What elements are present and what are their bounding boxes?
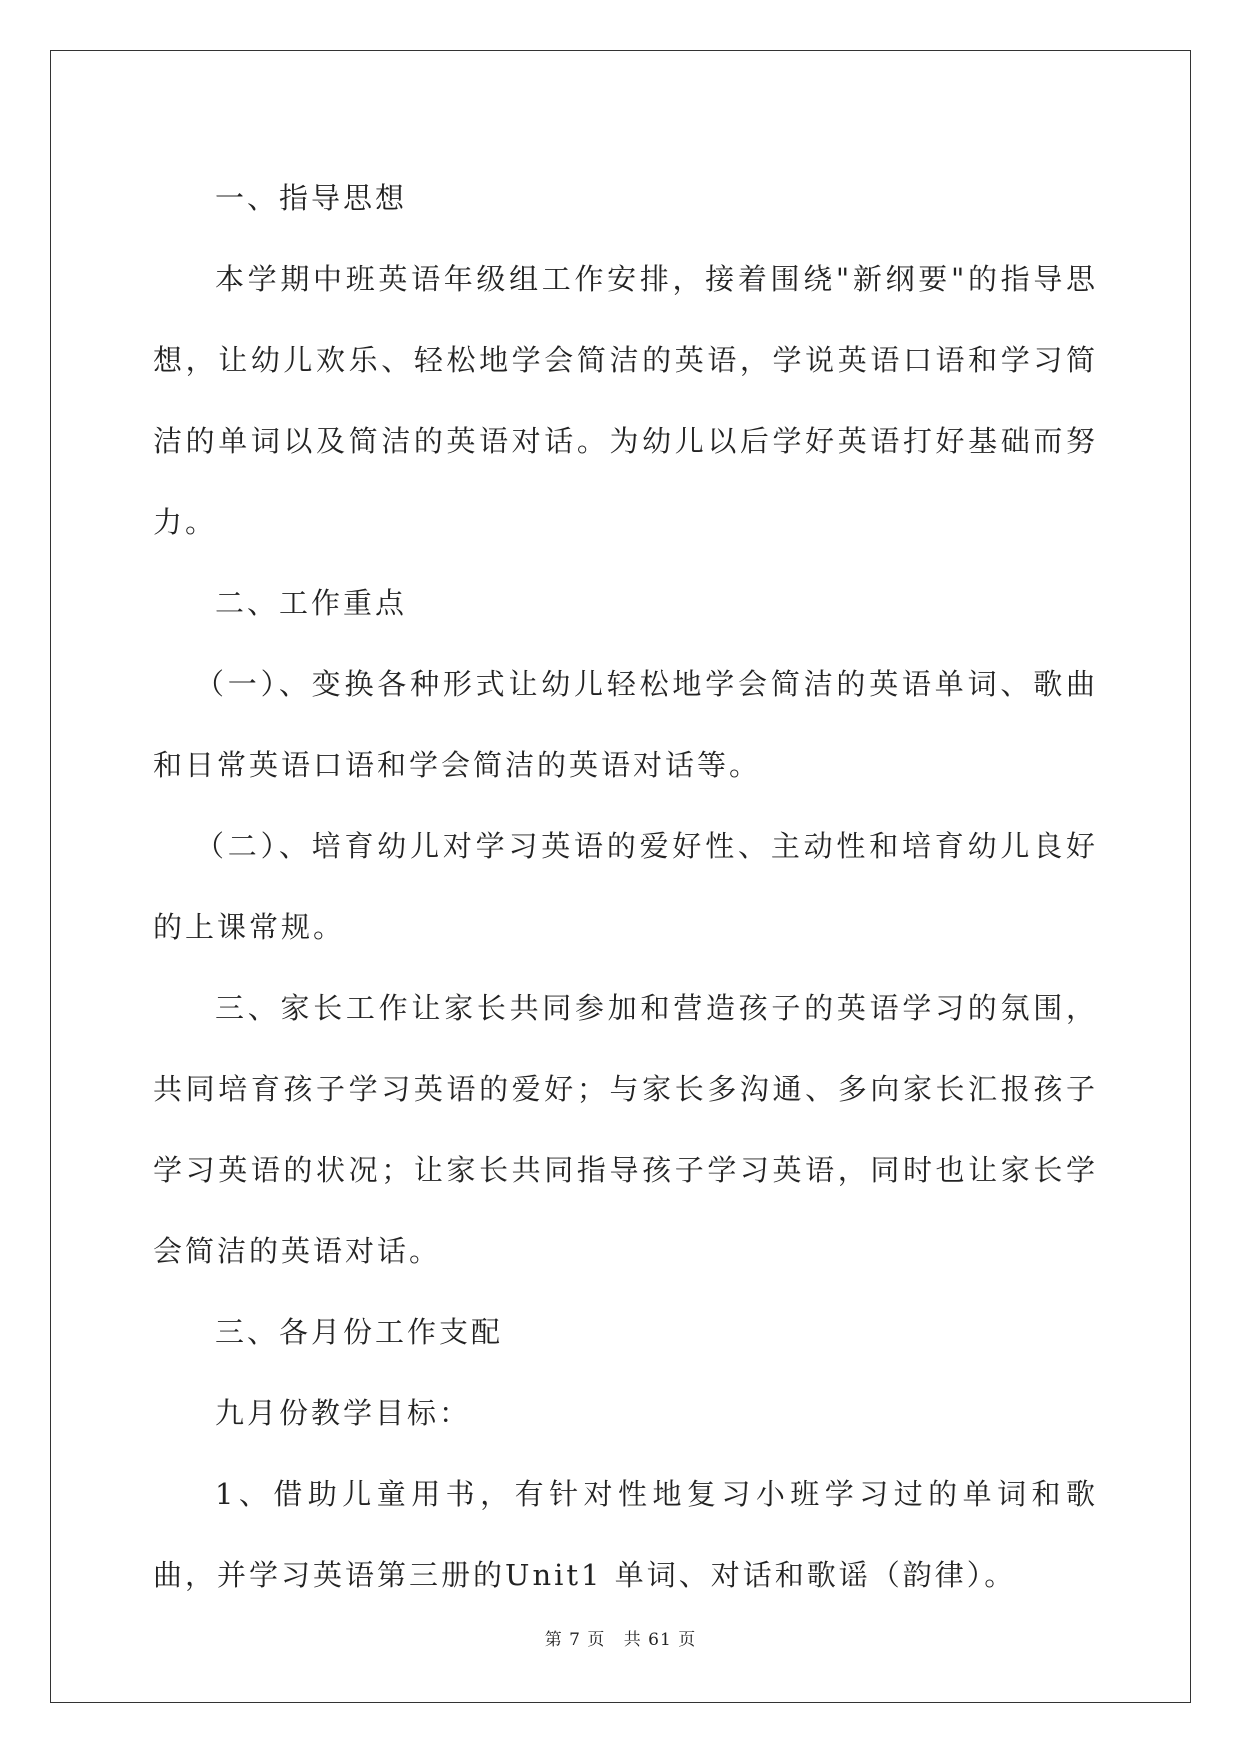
heading-september-goals: 九月份教学目标： bbox=[215, 1396, 472, 1430]
paragraph-focus-one: （一）、变换各种形式让幼儿轻松地学会简洁的英语单词、歌曲和日常英语口语和学会简洁的英语对话等。 bbox=[153, 667, 1098, 782]
paragraph-parent-work: 三、家长工作让家长共同参加和营造孩子的英语学习的氛围，共同培育孩子学习英语的爱好；与家长多沟通、多向家长汇报孩子学习英语的状况；让家长共同指导孩子学习英语，同时也让家长学会简洁的英语对话。 bbox=[153, 991, 1098, 1268]
heading-guiding-ideology: 一、指导思想 bbox=[215, 181, 408, 215]
total-pages: 共 61 页 bbox=[623, 1630, 697, 1650]
paragraph-september-item-1: 1、借助儿童用书，有针对性地复习小班学习过的单词和歌曲，并学习英语第三册的Unit1 单词、对话和歌谣（韵律）。 bbox=[153, 1477, 1098, 1592]
heading-monthly-plan: 三、各月份工作支配 bbox=[215, 1315, 504, 1349]
paragraph-focus-two: （二）、培育幼儿对学习英语的爱好性、主动性和培育幼儿良好的上课常规。 bbox=[153, 829, 1098, 944]
page-footer bbox=[0, 1625, 1241, 1650]
document-body bbox=[153, 158, 1098, 1616]
page-number: 第 7 页 bbox=[544, 1630, 606, 1650]
paragraph-guiding-ideology: 本学期中班英语年级组工作安排，接着围绕"新纲要"的指导思想，让幼儿欢乐、轻松地学会简洁的英语，学说英语口语和学习简洁的单词以及简洁的英语对话。为幼儿以后学好英语打好基础而努力。 bbox=[153, 262, 1098, 539]
heading-work-focus: 二、工作重点 bbox=[215, 586, 408, 620]
